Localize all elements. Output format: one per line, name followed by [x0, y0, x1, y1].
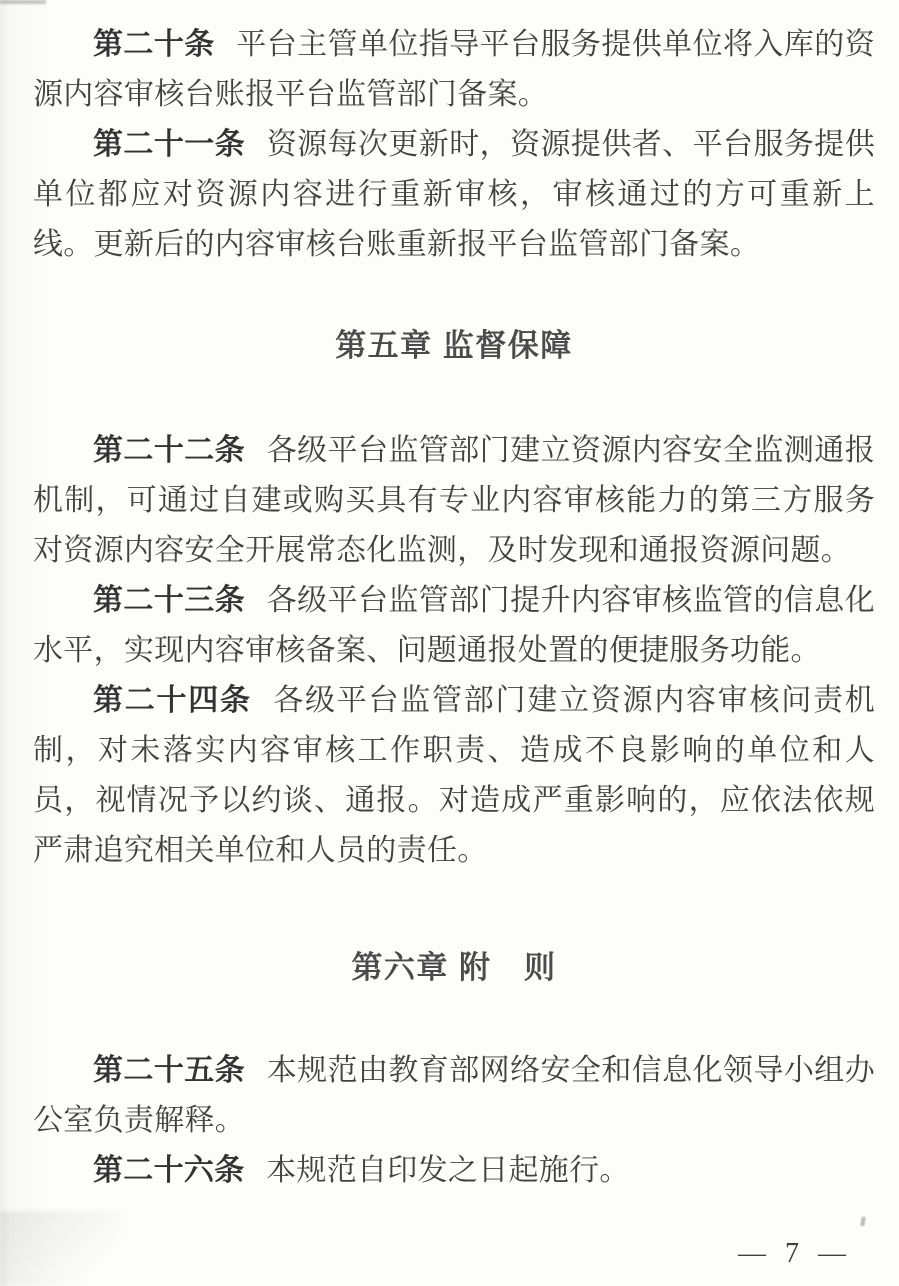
article-26-paragraph	[33, 1146, 875, 1196]
article-25-paragraph	[33, 1046, 875, 1146]
article-22-paragraph	[33, 426, 875, 576]
article-24-text: 各级平台监管部门建立资源内容审核问责机制，对未落实内容审核工作职责、造成不良影响的单位和人员，视情况予以约谈、通报。对造成严重影响的，应依法依规严肃追究相关单位和人员的责任。	[33, 684, 875, 867]
article-20-paragraph	[33, 20, 875, 120]
article-23-paragraph	[33, 576, 875, 676]
article-25-number: 第二十五条	[93, 1054, 246, 1087]
article-24-number: 第二十四条	[93, 684, 252, 717]
scan-artifact-speck	[860, 1217, 865, 1226]
article-25-text: 本规范由教育部网络安全和信息化领导小组办公室负责解释。	[33, 1054, 876, 1137]
chapter-6-heading: 第六章 附 则	[351, 950, 557, 985]
page-number	[33, 1236, 875, 1272]
scan-artifact-bottom-left	[0, 1211, 120, 1286]
article-22-text: 各级平台监管部门建立资源内容安全监测通报机制，可通过自建或购买具有专业内容审核能力的第三方服务对资源内容安全开展常态化监测，及时发现和通报资源问题。	[33, 434, 876, 567]
article-21-paragraph	[33, 120, 875, 270]
article-23-text: 各级平台监管部门提升内容审核监管的信息化水平，实现内容审核备案、问题通报处置的便捷服务功能。	[33, 584, 876, 667]
scan-artifact-top-left	[0, 0, 46, 4]
article-21-text: 资源每次更新时，资源提供者、平台服务提供单位都应对资源内容进行重新审核，审核通过的方可重新上线。更新后的内容审核台账重新报平台监管部门备案。	[33, 128, 876, 261]
chapter-5-heading: 第五章 监督保障	[335, 328, 573, 363]
article-24-paragraph	[33, 676, 875, 876]
article-21-number: 第二十一条	[93, 128, 246, 161]
article-26-text: 本规范自印发之日起施行。	[266, 1154, 630, 1187]
article-20-number: 第二十条	[93, 28, 215, 61]
article-23-number: 第二十三条	[93, 584, 246, 617]
article-22-number: 第二十二条	[93, 434, 246, 467]
page-number-text: — 7 —	[738, 1238, 847, 1269]
article-20-text: 平台主管单位指导平台服务提供单位将入库的资源内容审核台账报平台监管部门备案。	[33, 28, 875, 111]
article-26-number: 第二十六条	[93, 1154, 245, 1187]
